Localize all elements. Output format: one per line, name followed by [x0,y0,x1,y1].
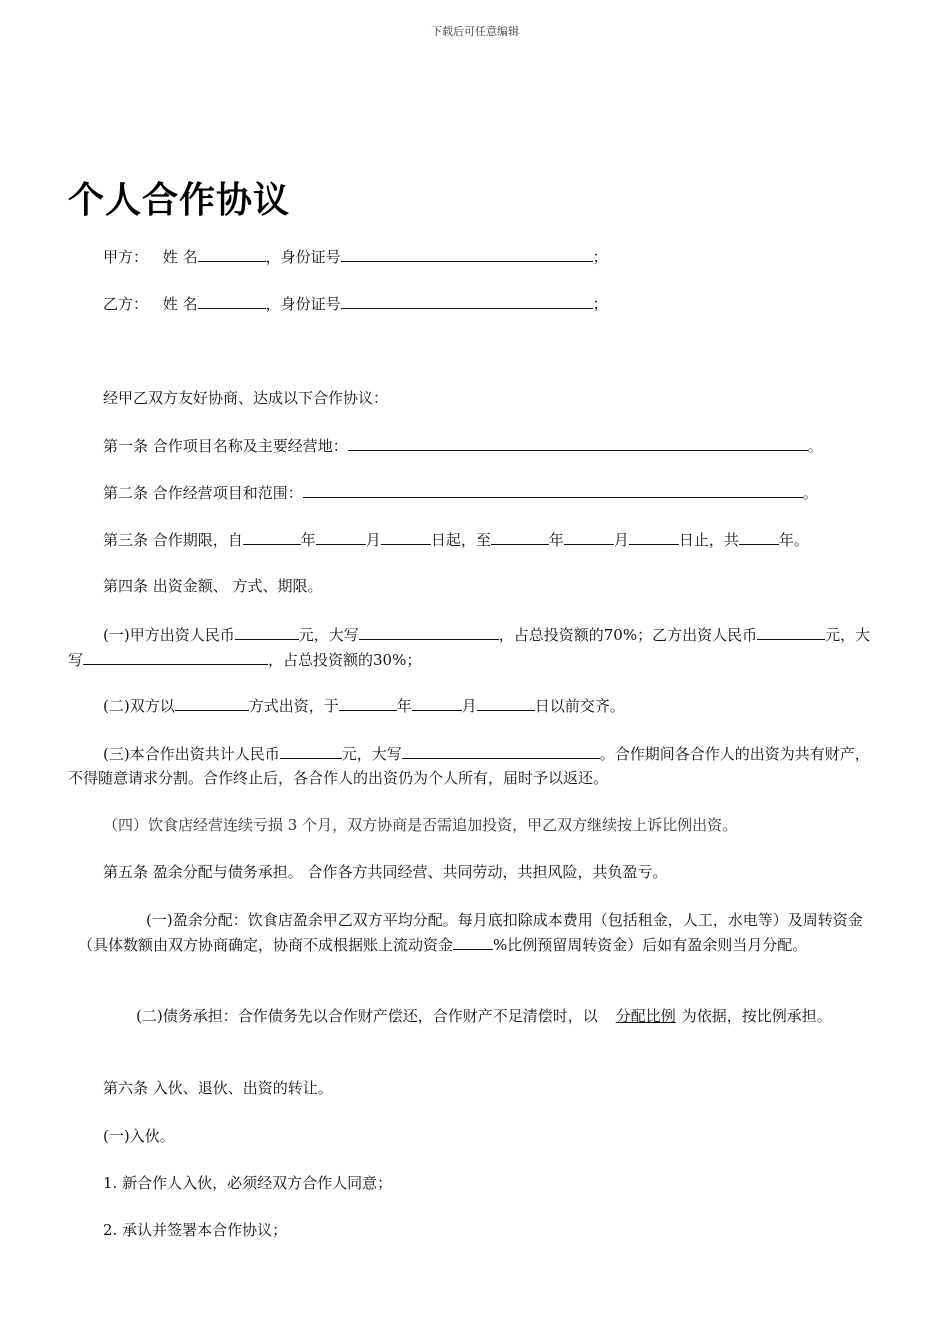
section-4-2 [103,693,625,718]
section-4-1 [68,622,883,672]
total-amount-blank[interactable] [280,741,342,759]
article-1-end: 。 [807,437,823,455]
party-b-amount-words-blank[interactable] [83,647,268,665]
start-month-label: 月 [365,531,381,549]
article-5: 第五条 盈余分配与债务承担。 合作各方共同经营、共同劳动，共担风险，共负盈亏。 [103,863,668,881]
contribution-method-blank[interactable] [175,693,249,711]
article-6: 第六条 入伙、退伙、出资的转让。 [103,1079,333,1097]
article-2-end: 。 [802,484,818,502]
list-item-1: 1. 新合作人入伙，必须经双方合作人同意； [103,1174,393,1192]
article-2 [103,480,818,505]
article-1 [103,433,823,458]
party-b-name-blank[interactable] [198,291,266,309]
article-1-blank[interactable] [348,433,808,451]
start-month-blank[interactable] [316,527,366,545]
start-year-blank[interactable] [243,527,301,545]
party-a-line [103,244,608,269]
s4-3-text-1: (三)本合作出资共计人民币 [103,745,280,763]
party-b-id-blank[interactable] [341,291,593,309]
s5-2-text-1: (二)债务承担：合作债务先以合作财产偿还，合作财产不足清偿时，以 [136,1007,598,1025]
s4-2-text-1: (二)双方以 [103,697,175,715]
end-year-label: 年 [548,531,564,549]
article-2-blank[interactable] [303,480,803,498]
article-3-start: 第三条 合作期限，自 [103,531,243,549]
s4-3-text-2: 元，大写 [341,745,402,763]
s5-1-text-1: (一)盈余分配：饮食店盈余甲乙双方平均分配。每月底扣除成本费用（包括租金，人工，水电等）及周转资金（具体数额由双方协商确定，协商不成根据账上流动资金 [78,911,863,954]
end-month-blank[interactable] [564,527,614,545]
debt-basis-value: 分配比例 [615,1007,676,1025]
s5-1-percent: % [493,936,508,954]
end-day-label: 日止，共 [678,531,739,549]
party-a-amount-blank[interactable] [235,622,299,640]
section-6-1: (一)入伙。 [103,1127,175,1145]
party-a-name-label: 姓 名 [162,248,198,266]
total-years-label: 年。 [778,531,809,549]
article-1-text: 第一条 合作项目名称及主要经营地： [103,437,348,455]
party-a-end: ； [592,248,608,266]
article-2-text: 第二条 合作经营项目和范围： [103,484,303,502]
s4-2-text-3: 日以前交齐。 [534,697,625,715]
party-b-id-label: ，身份证号 [265,295,341,313]
party-a-id-label: ，身份证号 [265,248,341,266]
section-5-1 [78,908,883,957]
party-a-name-blank[interactable] [198,244,266,262]
party-b-amount-blank[interactable] [757,622,825,640]
s4-1-text-5: ，占总投资额的30%； [268,651,422,669]
party-b-name-label: 姓 名 [162,295,198,313]
document-title: 个人合作协议 [68,180,291,221]
deadline-day-blank[interactable] [477,693,535,711]
start-day-label: 日起，至 [430,531,491,549]
total-amount-words-blank[interactable] [402,741,600,759]
end-day-blank[interactable] [629,527,679,545]
page-header-note: 下载后可任意编辑 [431,25,519,38]
s4-1-text-1: (一)甲方出资人民币 [103,626,235,644]
s4-1-text-2: 元，大写 [298,626,359,644]
s4-1-text-4: 元，大写 [68,626,871,669]
s5-2-text-2: 为依据，按比例承担。 [681,1007,832,1025]
section-4-4: （四）饮食店经营连续亏损 3 个月，双方协商是否需追加投资，甲乙双方继续按上诉比例出资。 [103,816,738,834]
list-item-2: 2. 承认并签署本合作协议； [103,1221,288,1239]
intro-line: 经甲乙双方友好协商、达成以下合作协议： [103,389,389,407]
deadline-month-blank[interactable] [412,693,462,711]
section-4-3 [68,741,883,790]
party-b-label: 乙方： [103,295,149,313]
party-a-amount-words-blank[interactable] [359,622,499,640]
deadline-year-blank[interactable] [339,693,397,711]
end-month-label: 月 [613,531,629,549]
party-b-end: ； [592,295,608,313]
total-years-blank[interactable] [739,527,779,545]
end-year-blank[interactable] [491,527,549,545]
party-a-label: 甲方： [103,248,149,266]
s4-2-text-2: 方式出资，于 [248,697,339,715]
s4-2-month-label: 月 [461,697,477,715]
party-a-id-blank[interactable] [341,244,593,262]
article-4: 第四条 出资金额、 方式、期限。 [103,577,323,595]
article-3 [103,527,809,552]
s4-2-year-label: 年 [396,697,412,715]
start-year-label: 年 [300,531,316,549]
s4-1-text-3: ，占总投资额的70%；乙方出资人民币 [498,626,758,644]
s4-3-text-3: 。合作期间各合作人的出资为共有财产，不得随意请求分割。合作终止后，各合作人的出资仍为个人所有，届时予以返还。 [68,745,870,787]
party-b-line [103,291,608,316]
section-5-2 [68,1004,883,1028]
s5-1-text-2: 比例预留周转资金）后如有盈余则当月分配。 [507,936,808,954]
reserve-percent-blank[interactable] [453,932,493,950]
start-day-blank[interactable] [381,527,431,545]
